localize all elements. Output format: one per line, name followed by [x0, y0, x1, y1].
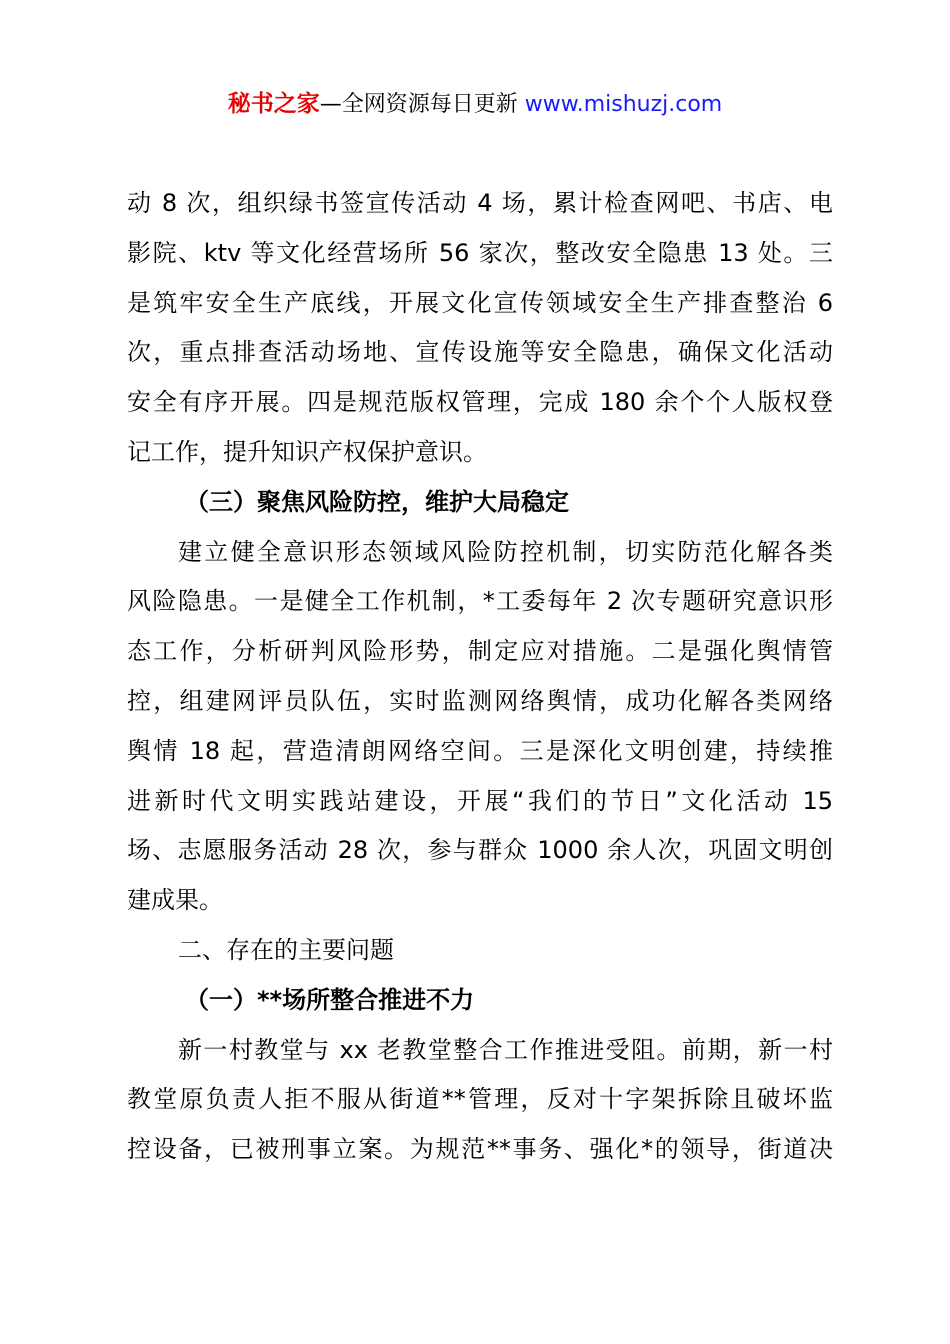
section-heading: （一）**场所整合推进不力	[185, 985, 475, 1014]
paragraph-line: 控设备，已被刑事立案。为规范**事务、强化*的领导，街道决	[127, 1135, 833, 1164]
paragraph-line: 舆情 18 起，营造清朗网络空间。三是深化文明创建，持续推	[127, 736, 833, 765]
paragraph-line: 新一村教堂与 xx 老教堂整合工作推进受阻。前期，新一村	[178, 1035, 833, 1064]
document-body	[127, 179, 833, 1175]
page-header	[0, 88, 950, 121]
paragraph-line: 教堂原负责人拒不服从街道**管理，反对十字架拆除且破坏监	[127, 1085, 833, 1114]
chapter-heading: 二、存在的主要问题	[178, 935, 394, 964]
paragraph-line: 建立健全意识形态领域风险防控机制，切实防范化解各类	[178, 537, 833, 566]
paragraph-line: 控，组建网评员队伍，实时监测网络舆情，成功化解各类网络	[127, 686, 833, 715]
paragraph-line: 场、志愿服务活动 28 次，参与群众 1000 余人次，巩固文明创	[127, 836, 833, 865]
paragraph-line: 安全有序开展。四是规范版权管理，完成 180 余个个人版权登	[127, 388, 833, 417]
paragraph-line: 是筑牢安全生产底线，开展文化宣传领域安全生产排查整治 6	[127, 288, 833, 317]
paragraph-line: 进新时代文明实践站建设，开展“我们的节日”文化活动 15	[127, 786, 833, 815]
paragraph-line: 记工作，提升知识产权保护意识。	[127, 437, 487, 466]
website-link[interactable]: www.mishuzj.com	[524, 92, 723, 117]
brand-name: 秘书之家	[227, 91, 320, 117]
paragraph-line: 影院、ktv 等文化经营场所 56 家次，整改安全隐患 13 处。三	[127, 238, 833, 267]
paragraph-line: 动 8 次，组织绿书签宣传活动 4 场，累计检查网吧、书店、电	[127, 189, 833, 217]
paragraph-line: 风险隐患。一是健全工作机制，*工委每年 2 次专题研究意识形	[127, 587, 833, 616]
paragraph-line: 建成果。	[127, 886, 223, 915]
paragraph-line: 次，重点排查活动场地、宣传设施等安全隐患，确保文化活动	[127, 338, 833, 367]
section-heading: （三）聚焦风险防控，维护大局稳定	[185, 487, 569, 516]
header-slogan: —全网资源每日更新	[319, 92, 525, 117]
paragraph-line: 态工作，分析研判风险形势，制定应对措施。二是强化舆情管	[127, 637, 833, 666]
